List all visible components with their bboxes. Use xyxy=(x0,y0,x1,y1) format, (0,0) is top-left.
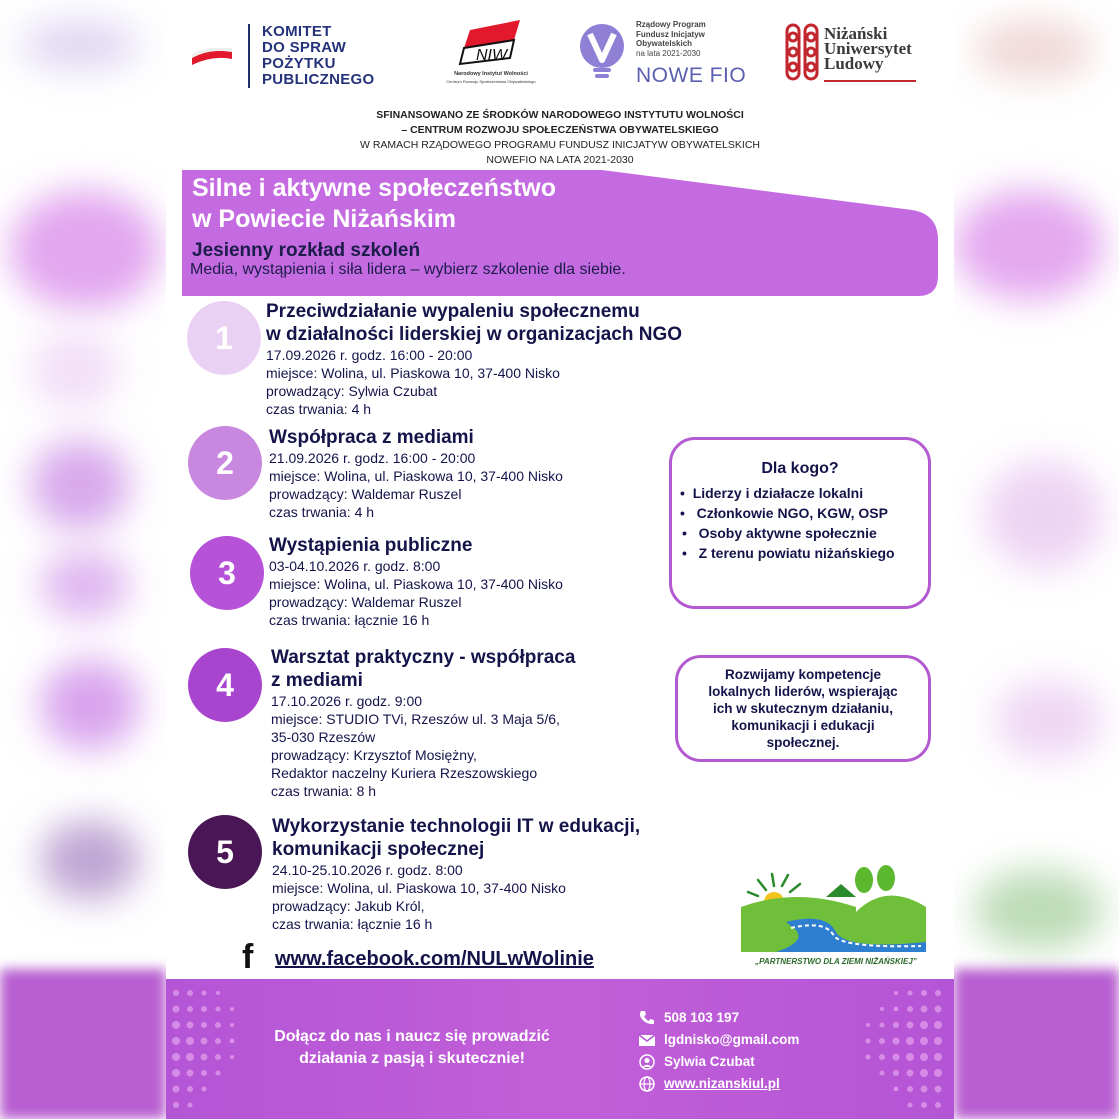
kpp-line-4: PUBLICZNEGO xyxy=(262,71,375,88)
mission-line-5: społecznej. xyxy=(766,735,840,750)
training-trainer: prowadzący: Jakub Król, xyxy=(272,898,425,914)
niw-logo xyxy=(446,18,536,98)
training-date: 21.09.2026 r. godz. 16:00 - 20:00 xyxy=(269,450,476,466)
training-duration: czas trwania: łącznie 16 h xyxy=(272,916,433,932)
fio-line-1: Rządowy Program xyxy=(636,20,706,29)
hero-subtitle: Jesienny rozkład szkoleń xyxy=(192,240,421,261)
funding-statement xyxy=(166,108,954,168)
dot-pattern-left xyxy=(166,979,256,1119)
email-address: lgdnisko@gmail.com xyxy=(664,1032,800,1047)
training-title-line-2: z mediami xyxy=(271,670,363,691)
website-row[interactable] xyxy=(638,1073,799,1095)
kpp-logo xyxy=(190,22,390,92)
cta-line-2: działania z pasją i skutecznie! xyxy=(299,1050,525,1067)
mission-line-2: lokalnych liderów, wspierając xyxy=(708,684,898,699)
dot-pattern-right xyxy=(836,979,954,1119)
footer xyxy=(166,979,954,1119)
hero-title-1: Silne i aktywne społeczeństwo xyxy=(192,174,557,202)
niw-mark-text: NIW xyxy=(476,47,508,64)
kpp-line-2: DO SPRAW xyxy=(262,39,347,56)
training-title-line-2: komunikacji społecznej xyxy=(272,839,485,860)
training-date: 24.10-25.10.2026 r. godz. 8:00 xyxy=(272,862,463,878)
training-place-2: 35-030 Rzeszów xyxy=(271,729,376,745)
training-number: 2 xyxy=(188,426,262,500)
lightbulb-icon xyxy=(576,22,628,84)
funding-line-3: W RAMACH RZĄDOWEGO PROGRAMU FUNDUSZ INICJATYW OBYWATELSKICH xyxy=(360,139,760,151)
kpp-line-1: KOMITET xyxy=(262,23,332,40)
target-audience-heading: Dla kogo? xyxy=(761,460,839,477)
training-number: 1 xyxy=(187,301,261,375)
niw-caption: Narodowy Instytut Wolności xyxy=(454,71,528,77)
training-date: 03-04.10.2026 r. godz. 8:00 xyxy=(269,558,441,574)
mail-icon xyxy=(638,1032,656,1048)
target-audience-item: • Z terenu powiatu niżańskiego xyxy=(682,545,895,561)
contact-info xyxy=(638,1007,799,1095)
training-duration: czas trwania: łącznie 16 h xyxy=(269,612,430,628)
mission-line-4: komunikacji i edukacji xyxy=(731,718,875,733)
background-blur-left xyxy=(0,0,166,1119)
training-trainer: prowadzący: Waldemar Ruszel xyxy=(269,486,462,502)
training-title: Wystąpienia publiczne xyxy=(269,535,473,556)
cta-line-1: Dołącz do nas i naucz się prowadzić xyxy=(274,1028,550,1045)
fio-title: NOWE FIO xyxy=(636,64,747,87)
training-date: 17.10.2026 r. godz. 9:00 xyxy=(271,693,423,709)
hero-tagline: Media, wystąpienia i siła lidera – wybierz szkolenie dla siebie. xyxy=(190,261,626,278)
facebook-link[interactable] xyxy=(242,940,662,974)
fio-line-4: na lata 2021-2030 xyxy=(636,48,701,58)
training-place: miejsce: Wolina, ul. Piaskowa 10, 37-400 Nisko xyxy=(269,468,563,484)
training-title: Współpraca z mediami xyxy=(269,427,474,448)
target-audience-box xyxy=(669,437,931,609)
nul-line-1: Niżański xyxy=(824,24,888,43)
user-icon xyxy=(638,1054,656,1070)
funding-line-1: SFINANSOWANO ZE ŚRODKÓW NARODOWEGO INSTYTUTU WOLNOŚCI xyxy=(376,109,744,121)
training-trainer: prowadzący: Waldemar Ruszel xyxy=(269,594,462,610)
training-number: 4 xyxy=(188,648,262,722)
nul-line-3: Ludowy xyxy=(824,54,884,73)
nowe-fio-logo xyxy=(576,18,766,93)
training-title-line-1: Przeciwdziałanie wypaleniu społecznemu xyxy=(266,301,640,322)
funding-line-4: NOWEFIO NA LATA 2021-2030 xyxy=(486,154,634,166)
phone-number: 508 103 197 xyxy=(664,1010,740,1025)
training-place: miejsce: STUDIO TVi, Rzeszów ul. 3 Maja 5/6, xyxy=(271,711,560,727)
partner-caption: „PARTNERSTWO DLA ZIEMI NIŻAŃSKIEJ” xyxy=(755,957,917,966)
phone-icon xyxy=(638,1010,656,1026)
partner-logo xyxy=(736,862,936,972)
training-trainer-role: Redaktor naczelny Kuriera Rzeszowskiego xyxy=(271,765,538,781)
facebook-url[interactable]: www.facebook.com/NULwWolinie xyxy=(275,948,594,970)
funding-line-2: – CENTRUM ROZWOJU SPOŁECZEŃSTWA OBYWATELSKIEGO xyxy=(401,124,719,136)
training-number: 3 xyxy=(190,536,264,610)
niw-mark-icon xyxy=(456,18,526,66)
nul-line-2: Uniwersytet xyxy=(824,39,912,58)
training-duration: czas trwania: 4 h xyxy=(269,504,375,520)
mission-line-3: ich w skutecznym działaniu, xyxy=(712,701,894,716)
target-audience-item: • Liderzy i działacze lokalni xyxy=(680,485,864,501)
training-date: 17.09.2026 r. godz. 16:00 - 20:00 xyxy=(266,347,473,363)
globe-icon xyxy=(638,1076,656,1092)
training-title-line-2: w działalności liderskiej w organizacjach NGO xyxy=(266,324,683,345)
target-audience-list xyxy=(672,483,928,563)
poster xyxy=(166,0,954,1119)
training-duration: czas trwania: 4 h xyxy=(266,401,372,417)
kpp-line-3: POŻYTKU xyxy=(262,55,336,72)
website-link[interactable]: www.nizanskiul.pl xyxy=(664,1076,780,1091)
training-title-line-1: Warsztat praktyczny - współpraca xyxy=(271,647,576,668)
target-audience-item: • Osoby aktywne społecznie xyxy=(682,525,877,541)
training-place: miejsce: Wolina, ul. Piaskowa 10, 37-400 Nisko xyxy=(272,880,566,896)
training-place: miejsce: Wolina, ul. Piaskowa 10, 37-400 Nisko xyxy=(269,576,563,592)
training-number: 5 xyxy=(188,815,262,889)
target-audience-item: • Członkowie NGO, KGW, OSP xyxy=(680,505,888,521)
contact-person: Sylwia Czubat xyxy=(664,1054,755,1069)
hero-title-2: w Powiecie Niżańskim xyxy=(192,205,456,233)
nul-logo xyxy=(784,22,944,92)
mission-box xyxy=(675,655,931,762)
training-trainer: prowadzący: Krzysztof Mosiężny, xyxy=(271,747,477,763)
sponsor-logos xyxy=(166,18,954,98)
polish-flag-icon xyxy=(190,48,234,70)
nul-emblem-icon xyxy=(784,22,820,82)
training-trainer: prowadzący: Sylwia Czubat xyxy=(266,383,438,399)
mission-line-1: Rozwijamy kompetencje xyxy=(724,667,882,682)
training-place: miejsce: Wolina, ul. Piaskowa 10, 37-400 Nisko xyxy=(266,365,560,381)
training-duration: czas trwania: 8 h xyxy=(271,783,377,799)
fio-line-2: Fundusz Inicjatyw xyxy=(636,29,705,39)
hero-banner xyxy=(182,170,938,296)
niw-caption-2: Centrum Rozwoju Społeczeństwa Obywatelskiego xyxy=(446,79,536,84)
person-row xyxy=(638,1051,799,1073)
fio-line-3: Obywatelskich xyxy=(636,39,693,48)
call-to-action xyxy=(262,1026,562,1070)
facebook-icon: f xyxy=(242,938,254,976)
landscape-icon xyxy=(736,862,936,957)
email-row[interactable] xyxy=(638,1029,799,1051)
background-blur-right xyxy=(954,0,1119,1119)
phone-row[interactable] xyxy=(638,1007,799,1029)
training-title-line-1: Wykorzystanie technologii IT w edukacji, xyxy=(272,816,641,837)
